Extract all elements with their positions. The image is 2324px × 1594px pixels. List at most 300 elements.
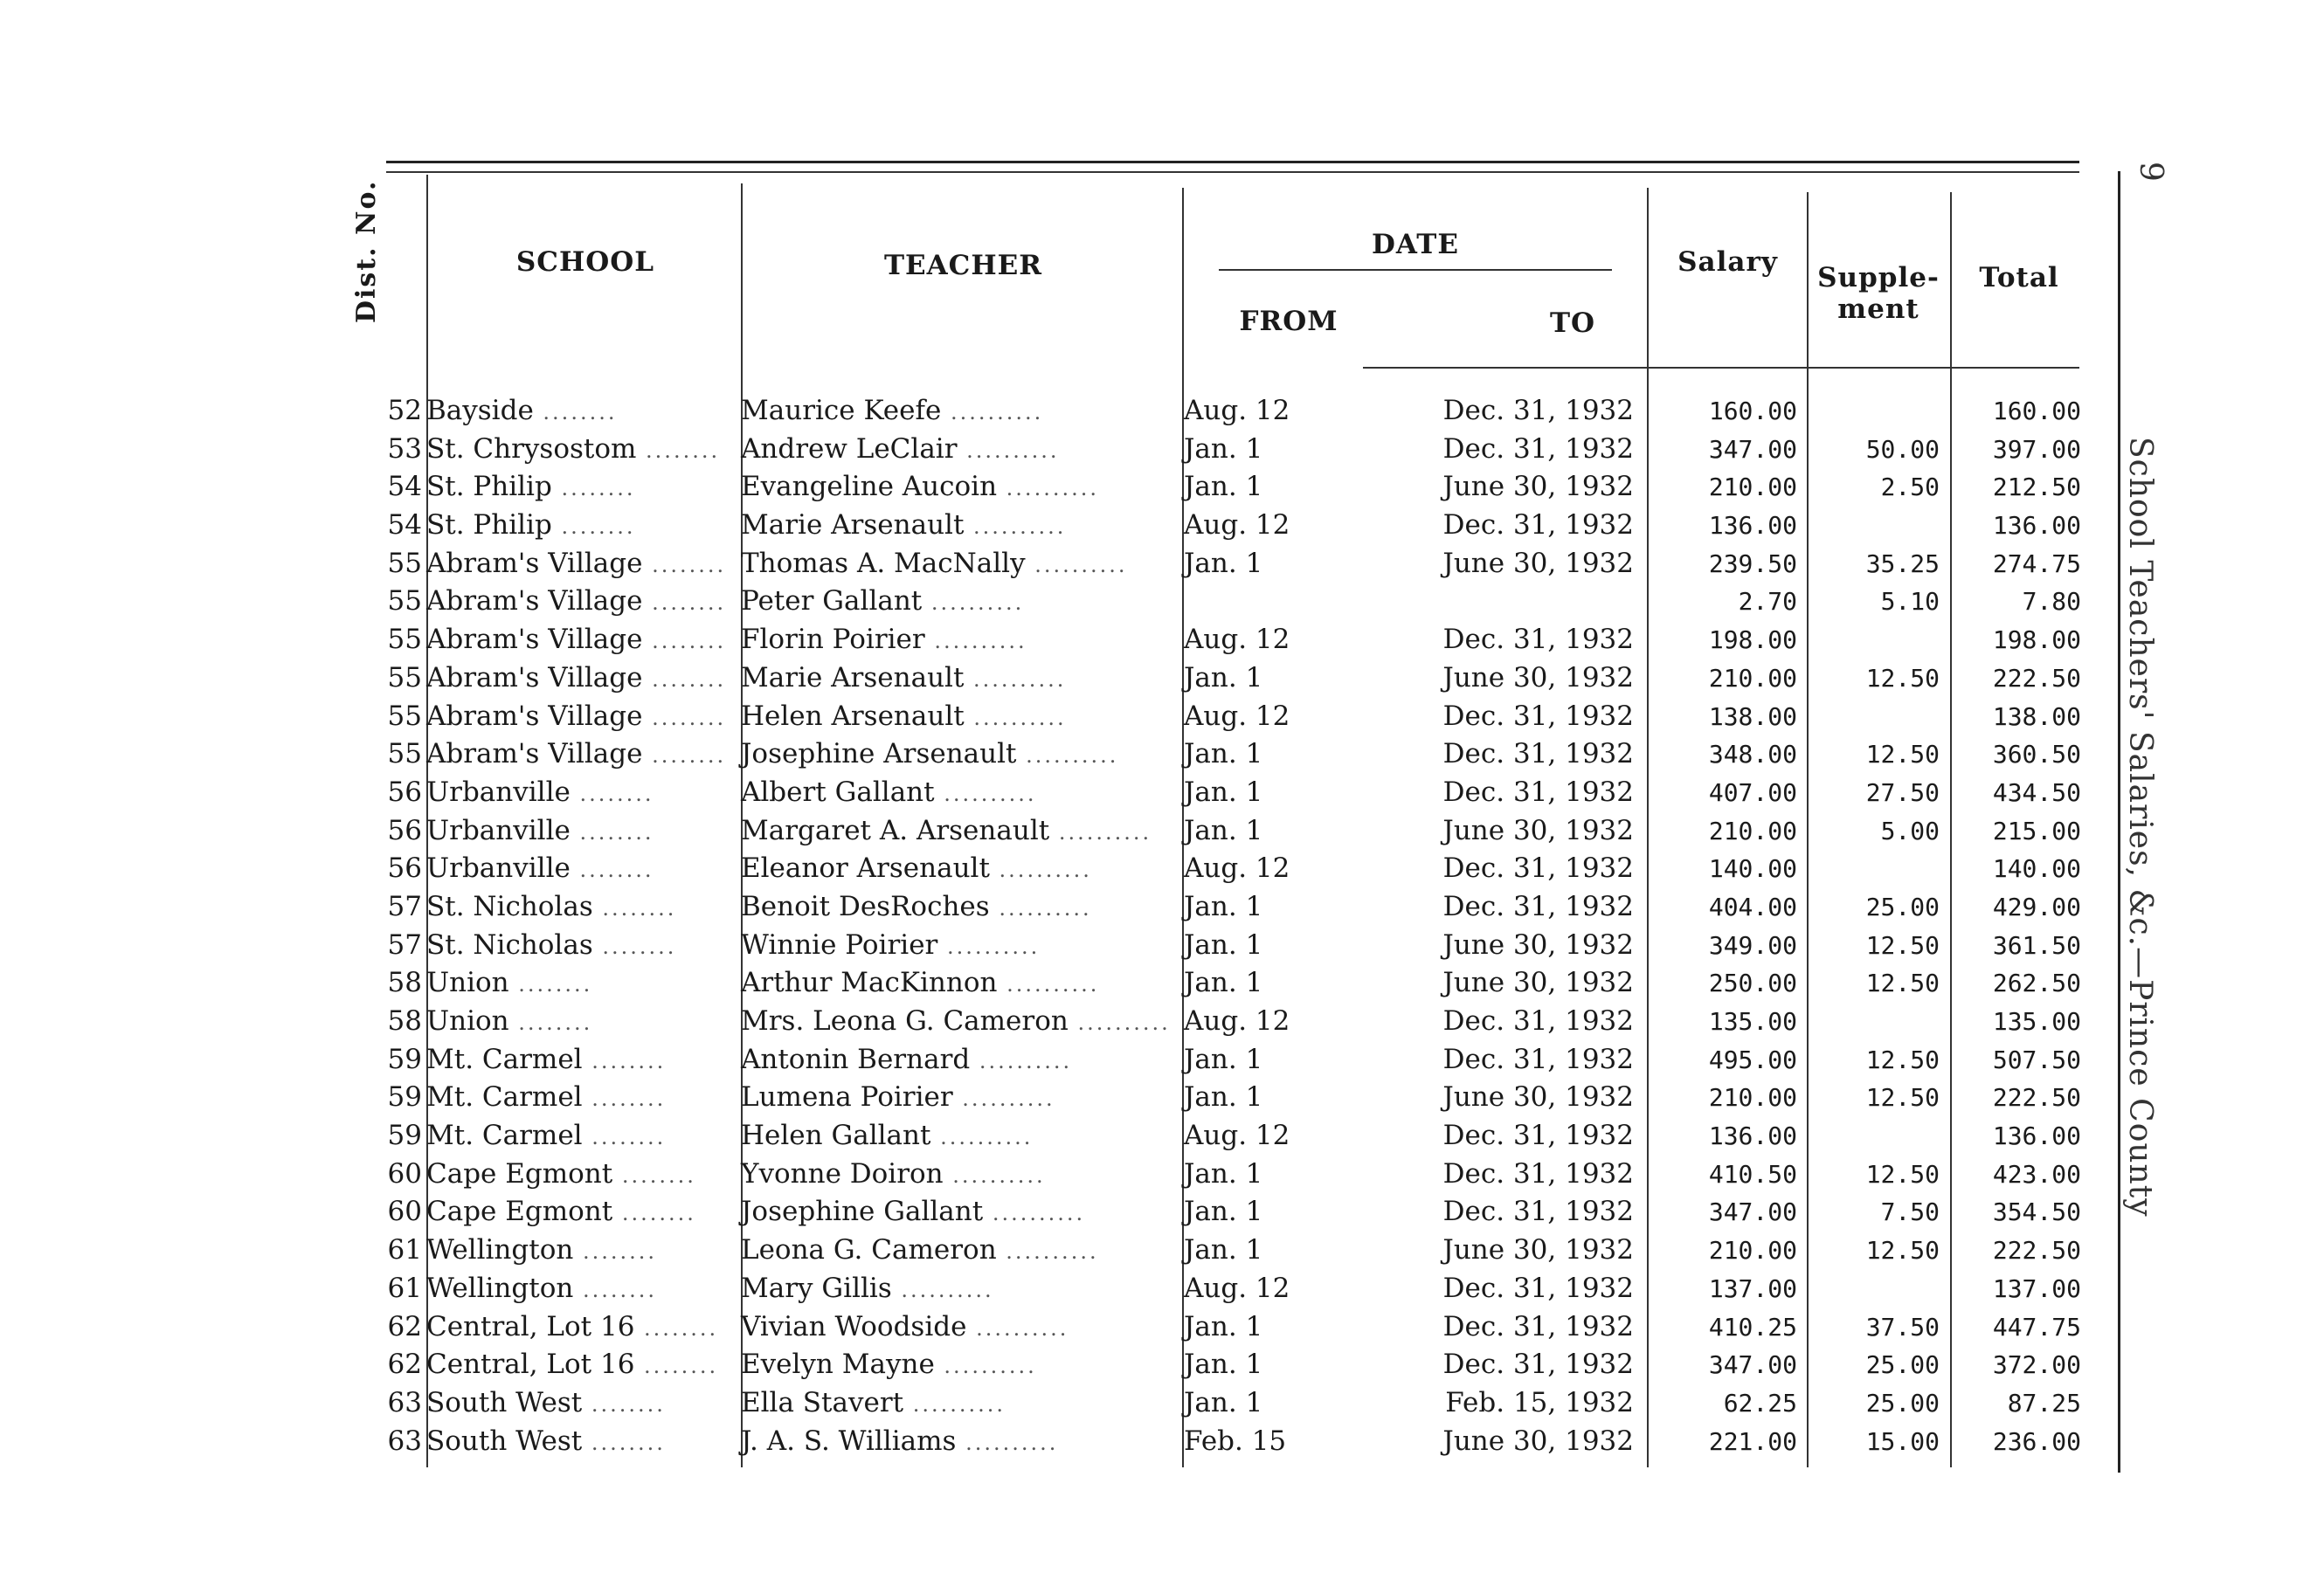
salary-cell: 347.00 xyxy=(1708,1197,1797,1227)
table-row xyxy=(0,1041,2324,1080)
leader-dots: .......... xyxy=(1025,552,1128,577)
leader-dots: .......... xyxy=(997,476,1099,501)
dist-no-cell: 53 xyxy=(387,432,422,465)
teacher-cell: Thomas A. MacNally .......... xyxy=(741,547,1128,579)
salary-cell: 135.00 xyxy=(1708,1007,1797,1036)
date-from-cell: Jan. 1 xyxy=(1184,1043,1263,1075)
header-salary: Salary xyxy=(1677,246,1778,278)
teacher-cell: Mary Gillis .......... xyxy=(741,1272,994,1304)
total-cell: 136.00 xyxy=(1992,1121,2081,1151)
date-to-cell: Dec. 31, 1932 xyxy=(1442,509,1634,542)
date-from-cell: Aug. 12 xyxy=(1184,1120,1290,1152)
leader-dots: ........ xyxy=(551,514,636,540)
leader-dots: ........ xyxy=(636,438,721,463)
teacher-cell: Benoit DesRoches .......... xyxy=(741,890,1092,922)
leader-dots: .......... xyxy=(997,972,1100,997)
supplement-cell: 2.50 xyxy=(1880,473,1940,502)
school-cell: Urbanville ........ xyxy=(426,852,654,885)
leader-dots: ........ xyxy=(570,858,654,883)
school-cell: Union ........ xyxy=(426,1005,593,1037)
date-from-cell: Jan. 1 xyxy=(1184,1081,1263,1114)
total-cell: 447.75 xyxy=(1992,1312,2081,1342)
leader-dots: ........ xyxy=(551,476,636,501)
salary-cell: 404.00 xyxy=(1708,892,1797,921)
leader-dots: .......... xyxy=(983,1201,1086,1226)
salary-cell: 410.25 xyxy=(1708,1312,1797,1342)
leader-dots: .......... xyxy=(903,1391,1006,1417)
date-to-cell: Dec. 31, 1932 xyxy=(1442,432,1634,465)
date-to-cell: Dec. 31, 1932 xyxy=(1442,1349,1634,1381)
table-row xyxy=(0,927,2324,965)
salary-cell: 210.00 xyxy=(1708,473,1797,502)
school-cell: St. Nicholas ........ xyxy=(426,928,677,961)
date-sub-rule xyxy=(1219,269,1612,271)
supplement-cell: 27.50 xyxy=(1865,777,1940,807)
teacher-cell: Florin Poirier .......... xyxy=(741,624,1027,656)
dist-no-cell: 61 xyxy=(387,1272,422,1304)
date-to-cell: June 30, 1932 xyxy=(1442,661,1634,693)
table-row xyxy=(0,812,2324,851)
supplement-cell: 12.50 xyxy=(1865,1236,1940,1266)
total-cell: 361.50 xyxy=(1992,930,2081,960)
salary-cell: 221.00 xyxy=(1708,1426,1797,1456)
salary-cell: 239.50 xyxy=(1708,549,1797,578)
date-to-cell: June 30, 1932 xyxy=(1442,471,1634,503)
leader-dots: .......... xyxy=(1049,819,1152,845)
leader-dots: .......... xyxy=(924,629,1027,654)
leader-dots: .......... xyxy=(937,934,1041,959)
total-cell: 360.50 xyxy=(1992,740,2081,769)
date-to-cell: Dec. 31, 1932 xyxy=(1442,738,1634,770)
leader-dots: ........ xyxy=(642,552,727,577)
leader-dots: .......... xyxy=(941,400,1044,424)
salary-cell: 2.70 xyxy=(1738,587,1797,617)
school-cell: Mt. Carmel ........ xyxy=(426,1043,667,1075)
leader-dots: .......... xyxy=(970,1048,1073,1073)
header-teacher: TEACHER xyxy=(883,250,1043,281)
leader-dots: ........ xyxy=(570,819,654,845)
supplement-cell: 5.00 xyxy=(1880,816,1940,845)
teacher-cell: Arthur MacKinnon .......... xyxy=(741,967,1100,999)
salary-cell: 136.00 xyxy=(1708,511,1797,541)
date-to-cell: Dec. 31, 1932 xyxy=(1442,1120,1634,1152)
table-row xyxy=(0,1346,2324,1384)
school-cell: Mt. Carmel ........ xyxy=(426,1081,667,1114)
total-cell: 140.00 xyxy=(1992,854,2081,884)
teacher-cell: Winnie Poirier .......... xyxy=(741,928,1041,961)
teacher-cell: J. A. S. Williams .......... xyxy=(741,1425,1059,1457)
table-row xyxy=(0,1384,2324,1423)
teacher-cell: Yvonne Doiron .......... xyxy=(741,1157,1046,1190)
table-row xyxy=(0,621,2324,659)
leader-dots: ........ xyxy=(642,629,727,654)
supplement-cell: 7.50 xyxy=(1880,1197,1940,1227)
leader-dots: .......... xyxy=(934,1354,1037,1379)
supplement-cell: 25.00 xyxy=(1865,1350,1940,1380)
school-cell: Bayside ........ xyxy=(426,395,618,426)
school-cell: Central, Lot 16 ........ xyxy=(426,1349,719,1381)
school-cell: Central, Lot 16 ........ xyxy=(426,1310,719,1342)
header-school: SCHOOL xyxy=(515,246,655,278)
supplement-cell: 15.00 xyxy=(1865,1426,1940,1456)
salary-cell: 210.00 xyxy=(1708,1236,1797,1266)
school-cell: Cape Egmont ........ xyxy=(426,1196,696,1228)
salary-cell: 407.00 xyxy=(1708,777,1797,807)
dist-no-cell: 55 xyxy=(387,661,422,693)
dist-no-cell: 57 xyxy=(387,928,422,961)
date-to-cell: Dec. 31, 1932 xyxy=(1442,1157,1634,1190)
total-cell: 372.00 xyxy=(1992,1350,2081,1380)
school-cell: Union ........ xyxy=(426,967,593,999)
table-row xyxy=(0,1423,2324,1461)
leader-dots: .......... xyxy=(989,858,1092,883)
leader-dots: ........ xyxy=(612,1163,696,1188)
teacher-cell: Evangeline Aucoin .......... xyxy=(741,471,1099,503)
leader-dots: ........ xyxy=(642,666,727,692)
dist-no-cell: 58 xyxy=(387,1005,422,1037)
leader-dots: .......... xyxy=(1016,743,1119,769)
salary-cell: 198.00 xyxy=(1708,625,1797,655)
leader-dots: ........ xyxy=(508,972,593,997)
dist-no-cell: 62 xyxy=(387,1349,422,1381)
total-cell: 215.00 xyxy=(1992,816,2081,845)
header-dist-no: Dist. No. xyxy=(351,179,382,323)
dist-no-cell: 58 xyxy=(387,967,422,999)
total-cell: 236.00 xyxy=(1992,1426,2081,1456)
date-from-cell: Aug. 12 xyxy=(1184,395,1290,426)
dist-no-cell: 59 xyxy=(387,1043,422,1075)
total-cell: 212.50 xyxy=(1992,473,2081,502)
date-to-cell: June 30, 1932 xyxy=(1442,547,1634,579)
header-total: Total xyxy=(1979,262,2059,293)
leader-dots: .......... xyxy=(989,895,1092,921)
table-row xyxy=(0,659,2324,698)
leader-dots: ........ xyxy=(533,400,618,424)
teacher-cell: Leona G. Cameron .......... xyxy=(741,1234,1099,1266)
table-row xyxy=(0,392,2324,431)
school-cell: Abram's Village ........ xyxy=(426,700,727,732)
school-cell: Abram's Village ........ xyxy=(426,624,727,656)
leader-dots: ........ xyxy=(642,590,727,616)
school-cell: St. Nicholas ........ xyxy=(426,890,677,922)
date-from-cell: Jan. 1 xyxy=(1184,1386,1263,1418)
school-cell: Abram's Village ........ xyxy=(426,738,727,770)
teacher-cell: Margaret A. Arsenault .......... xyxy=(741,814,1152,846)
salary-cell: 62.25 xyxy=(1723,1388,1797,1418)
total-cell: 274.75 xyxy=(1992,549,2081,578)
leader-dots: ........ xyxy=(573,1277,657,1302)
salary-cell: 210.00 xyxy=(1708,663,1797,693)
table-row xyxy=(0,1156,2324,1194)
date-to-cell: Dec. 31, 1932 xyxy=(1442,395,1634,426)
date-to-cell: Dec. 31, 1932 xyxy=(1442,1043,1634,1075)
date-from-cell: Jan. 1 xyxy=(1184,471,1263,503)
school-cell: Abram's Village ........ xyxy=(426,547,727,579)
school-cell: St. Philip ........ xyxy=(426,471,636,503)
teacher-cell: Helen Gallant .......... xyxy=(741,1120,1034,1152)
date-from-cell: Aug. 12 xyxy=(1184,1005,1290,1037)
total-cell: 7.80 xyxy=(2022,587,2081,617)
school-cell: Urbanville ........ xyxy=(426,814,654,846)
dist-no-cell: 61 xyxy=(387,1234,422,1266)
leader-dots: ........ xyxy=(582,1430,666,1455)
total-cell: 354.50 xyxy=(1992,1197,2081,1227)
table-row xyxy=(0,888,2324,927)
teacher-cell: Josephine Arsenault .......... xyxy=(741,738,1119,770)
leader-dots: .......... xyxy=(891,1277,994,1302)
table-row xyxy=(0,1003,2324,1041)
leader-dots: ........ xyxy=(582,1391,666,1417)
table-row xyxy=(0,507,2324,545)
dist-no-cell: 54 xyxy=(387,471,422,503)
teacher-cell: Vivian Woodside .......... xyxy=(741,1310,1069,1342)
supplement-cell: 12.50 xyxy=(1865,740,1940,769)
date-from-cell: Jan. 1 xyxy=(1184,1157,1263,1190)
supplement-cell: 12.50 xyxy=(1865,930,1940,960)
date-to-cell: June 30, 1932 xyxy=(1442,1081,1634,1114)
leader-dots: ........ xyxy=(570,781,654,806)
total-cell: 434.50 xyxy=(1992,777,2081,807)
salary-cell: 137.00 xyxy=(1708,1273,1797,1303)
dist-no-cell: 57 xyxy=(387,890,422,922)
total-cell: 138.00 xyxy=(1992,701,2081,731)
date-from-cell: Jan. 1 xyxy=(1184,814,1263,846)
page-number: 9 xyxy=(2133,162,2168,182)
leader-dots: .......... xyxy=(956,1430,1059,1455)
date-from-cell: Aug. 12 xyxy=(1184,852,1290,885)
salary-cell: 138.00 xyxy=(1708,701,1797,731)
total-cell: 423.00 xyxy=(1992,1159,2081,1189)
date-to-cell: June 30, 1932 xyxy=(1442,967,1634,999)
date-from-cell: Jan. 1 xyxy=(1184,738,1263,770)
supplement-cell: 25.00 xyxy=(1865,1388,1940,1418)
school-cell: Abram's Village ........ xyxy=(426,585,727,618)
leader-dots: .......... xyxy=(1068,1011,1171,1035)
school-cell: Wellington ........ xyxy=(426,1272,657,1304)
salary-cell: 495.00 xyxy=(1708,1045,1797,1074)
date-from-cell: Aug. 12 xyxy=(1184,700,1290,732)
salary-cell: 160.00 xyxy=(1708,397,1797,425)
school-cell: Abram's Village ........ xyxy=(426,661,727,693)
salary-cell: 210.00 xyxy=(1708,1083,1797,1113)
table-row xyxy=(0,583,2324,621)
total-cell: 397.00 xyxy=(1992,434,2081,464)
date-to-cell: Dec. 31, 1932 xyxy=(1442,1196,1634,1228)
supplement-cell: 37.50 xyxy=(1865,1312,1940,1342)
salary-cell: 347.00 xyxy=(1708,1350,1797,1380)
supplement-cell: 35.25 xyxy=(1865,549,1940,578)
table-row xyxy=(0,468,2324,507)
dist-no-cell: 59 xyxy=(387,1081,422,1114)
leader-dots: .......... xyxy=(930,1125,1034,1150)
salary-cell: 348.00 xyxy=(1708,740,1797,769)
date-to-cell: Dec. 31, 1932 xyxy=(1442,1272,1634,1304)
teacher-cell: Albert Gallant .......... xyxy=(741,776,1037,808)
salary-cell: 136.00 xyxy=(1708,1121,1797,1151)
supplement-cell: 5.10 xyxy=(1880,587,1940,617)
school-cell: Mt. Carmel ........ xyxy=(426,1120,667,1152)
date-from-cell: Jan. 1 xyxy=(1184,776,1263,808)
teacher-cell: Evelyn Mayne .......... xyxy=(741,1349,1037,1381)
leader-dots: .......... xyxy=(964,666,1067,692)
leader-dots: ........ xyxy=(592,895,677,921)
date-from-cell: Jan. 1 xyxy=(1184,1234,1263,1266)
total-cell: 87.25 xyxy=(2007,1388,2081,1418)
total-cell: 135.00 xyxy=(1992,1007,2081,1036)
header-date: DATE xyxy=(1372,229,1459,260)
salary-cell: 349.00 xyxy=(1708,930,1797,960)
dist-no-cell: 56 xyxy=(387,776,422,808)
table-row xyxy=(0,1079,2324,1117)
salary-table-body xyxy=(0,392,2324,1460)
date-to-cell: Feb. 15, 1932 xyxy=(1445,1386,1634,1418)
date-from-cell: Aug. 12 xyxy=(1184,624,1290,656)
date-from-cell: Jan. 1 xyxy=(1184,928,1263,961)
dist-no-cell: 54 xyxy=(387,509,422,542)
date-from-cell: Jan. 1 xyxy=(1184,1349,1263,1381)
dist-no-cell: 56 xyxy=(387,814,422,846)
leader-dots: .......... xyxy=(943,1163,1046,1188)
header-top-rule xyxy=(386,161,2079,167)
leader-dots: ........ xyxy=(642,743,727,769)
table-row xyxy=(0,735,2324,774)
side-running-title: School Teachers' Salaries, &c.—Prince County xyxy=(2122,437,2158,1218)
teacher-cell: Eleanor Arsenault .......... xyxy=(741,852,1092,885)
dist-no-cell: 55 xyxy=(387,585,422,618)
table-row xyxy=(0,1308,2324,1347)
table-row xyxy=(0,545,2324,583)
header-from: FROM xyxy=(1239,306,1338,337)
date-to-cell: June 30, 1932 xyxy=(1442,1425,1634,1457)
leader-dots: .......... xyxy=(996,1239,1099,1265)
teacher-cell: Mrs. Leona G. Cameron .......... xyxy=(741,1005,1171,1037)
leader-dots: .......... xyxy=(966,1315,1069,1341)
leader-dots: ........ xyxy=(573,1239,657,1265)
school-cell: Wellington ........ xyxy=(426,1234,657,1266)
leader-dots: ........ xyxy=(582,1125,667,1150)
teacher-cell: Maurice Keefe .......... xyxy=(741,395,1044,426)
supplement-cell: 12.50 xyxy=(1865,663,1940,693)
date-from-cell: Jan. 1 xyxy=(1184,661,1263,693)
supplement-cell: 25.00 xyxy=(1865,892,1940,921)
leader-dots: ........ xyxy=(592,934,677,959)
date-from-cell: Jan. 1 xyxy=(1184,890,1263,922)
supplement-cell: 50.00 xyxy=(1865,434,1940,464)
date-from-cell: Jan. 1 xyxy=(1184,967,1263,999)
date-to-cell: Dec. 31, 1932 xyxy=(1442,852,1634,885)
total-cell: 222.50 xyxy=(1992,663,2081,693)
leader-dots: ........ xyxy=(582,1048,667,1073)
total-cell: 507.50 xyxy=(1992,1045,2081,1074)
teacher-cell: Marie Arsenault .......... xyxy=(741,509,1067,542)
dist-no-cell: 62 xyxy=(387,1310,422,1342)
dist-no-cell: 63 xyxy=(387,1386,422,1418)
total-cell: 429.00 xyxy=(1992,892,2081,921)
total-cell: 160.00 xyxy=(1992,397,2081,425)
date-from-cell: Jan. 1 xyxy=(1184,432,1263,465)
teacher-cell: Lumena Poirier .......... xyxy=(741,1081,1055,1114)
leader-dots: ........ xyxy=(612,1201,696,1226)
school-cell: South West ........ xyxy=(426,1386,666,1418)
table-row xyxy=(0,964,2324,1003)
school-cell: South West ........ xyxy=(426,1425,666,1457)
school-cell: St. Chrysostom ........ xyxy=(426,432,721,465)
header-to: TO xyxy=(1549,307,1596,339)
school-cell: St. Philip ........ xyxy=(426,509,636,542)
table-row xyxy=(0,698,2324,736)
salary-cell: 210.00 xyxy=(1708,816,1797,845)
dist-no-cell: 52 xyxy=(387,395,422,426)
total-cell: 222.50 xyxy=(1992,1236,2081,1266)
dist-no-cell: 55 xyxy=(387,738,422,770)
table-row xyxy=(0,1232,2324,1270)
date-from-cell: Jan. 1 xyxy=(1184,547,1263,579)
teacher-cell: Marie Arsenault .......... xyxy=(741,661,1067,693)
teacher-cell: Antonin Bernard .......... xyxy=(741,1043,1073,1075)
date-to-cell: Dec. 31, 1932 xyxy=(1442,1005,1634,1037)
header-bottom-rule xyxy=(1363,367,2079,369)
table-row xyxy=(0,1193,2324,1232)
table-row xyxy=(0,850,2324,888)
leader-dots: ........ xyxy=(634,1315,719,1341)
leader-dots: .......... xyxy=(922,590,1025,616)
leader-dots: ........ xyxy=(508,1011,593,1035)
dist-no-cell: 55 xyxy=(387,700,422,732)
leader-dots: .......... xyxy=(957,438,1060,463)
date-from-cell: Aug. 12 xyxy=(1184,509,1290,542)
table-row xyxy=(0,774,2324,812)
date-to-cell: Dec. 31, 1932 xyxy=(1442,776,1634,808)
date-from-cell: Feb. 15 xyxy=(1184,1425,1287,1457)
supplement-cell: 12.50 xyxy=(1865,969,1940,998)
date-from-cell: Jan. 1 xyxy=(1184,1310,1263,1342)
teacher-cell: Josephine Gallant .......... xyxy=(741,1196,1086,1228)
dist-no-cell: 55 xyxy=(387,624,422,656)
total-cell: 136.00 xyxy=(1992,511,2081,541)
salary-cell: 410.50 xyxy=(1708,1159,1797,1189)
teacher-cell: Peter Gallant .......... xyxy=(741,585,1025,618)
header-top-rule-2 xyxy=(386,171,2079,175)
teacher-cell: Andrew LeClair .......... xyxy=(741,432,1060,465)
salary-cell: 140.00 xyxy=(1708,854,1797,884)
school-cell: Cape Egmont ........ xyxy=(426,1157,696,1190)
leader-dots: ........ xyxy=(634,1354,719,1379)
date-to-cell: Dec. 31, 1932 xyxy=(1442,624,1634,656)
dist-no-cell: 63 xyxy=(387,1425,422,1457)
total-cell: 198.00 xyxy=(1992,625,2081,655)
supplement-cell: 12.50 xyxy=(1865,1159,1940,1189)
header-supplement: Supple- ment xyxy=(1817,262,1940,325)
dist-no-cell: 59 xyxy=(387,1120,422,1152)
salary-cell: 250.00 xyxy=(1708,969,1797,998)
leader-dots: .......... xyxy=(964,514,1067,540)
date-from-cell: Aug. 12 xyxy=(1184,1272,1290,1304)
date-to-cell: June 30, 1932 xyxy=(1442,928,1634,961)
dist-no-cell: 55 xyxy=(387,547,422,579)
leader-dots: .......... xyxy=(964,705,1067,730)
supplement-cell: 12.50 xyxy=(1865,1083,1940,1113)
date-to-cell: June 30, 1932 xyxy=(1442,1234,1634,1266)
date-to-cell: Dec. 31, 1932 xyxy=(1442,700,1634,732)
leader-dots: .......... xyxy=(934,781,1037,806)
total-cell: 222.50 xyxy=(1992,1083,2081,1113)
dist-no-cell: 56 xyxy=(387,852,422,885)
table-row xyxy=(0,1117,2324,1156)
total-cell: 262.50 xyxy=(1992,969,2081,998)
dist-no-cell: 60 xyxy=(387,1196,422,1228)
table-row xyxy=(0,431,2324,469)
teacher-cell: Ella Stavert .......... xyxy=(741,1386,1006,1418)
